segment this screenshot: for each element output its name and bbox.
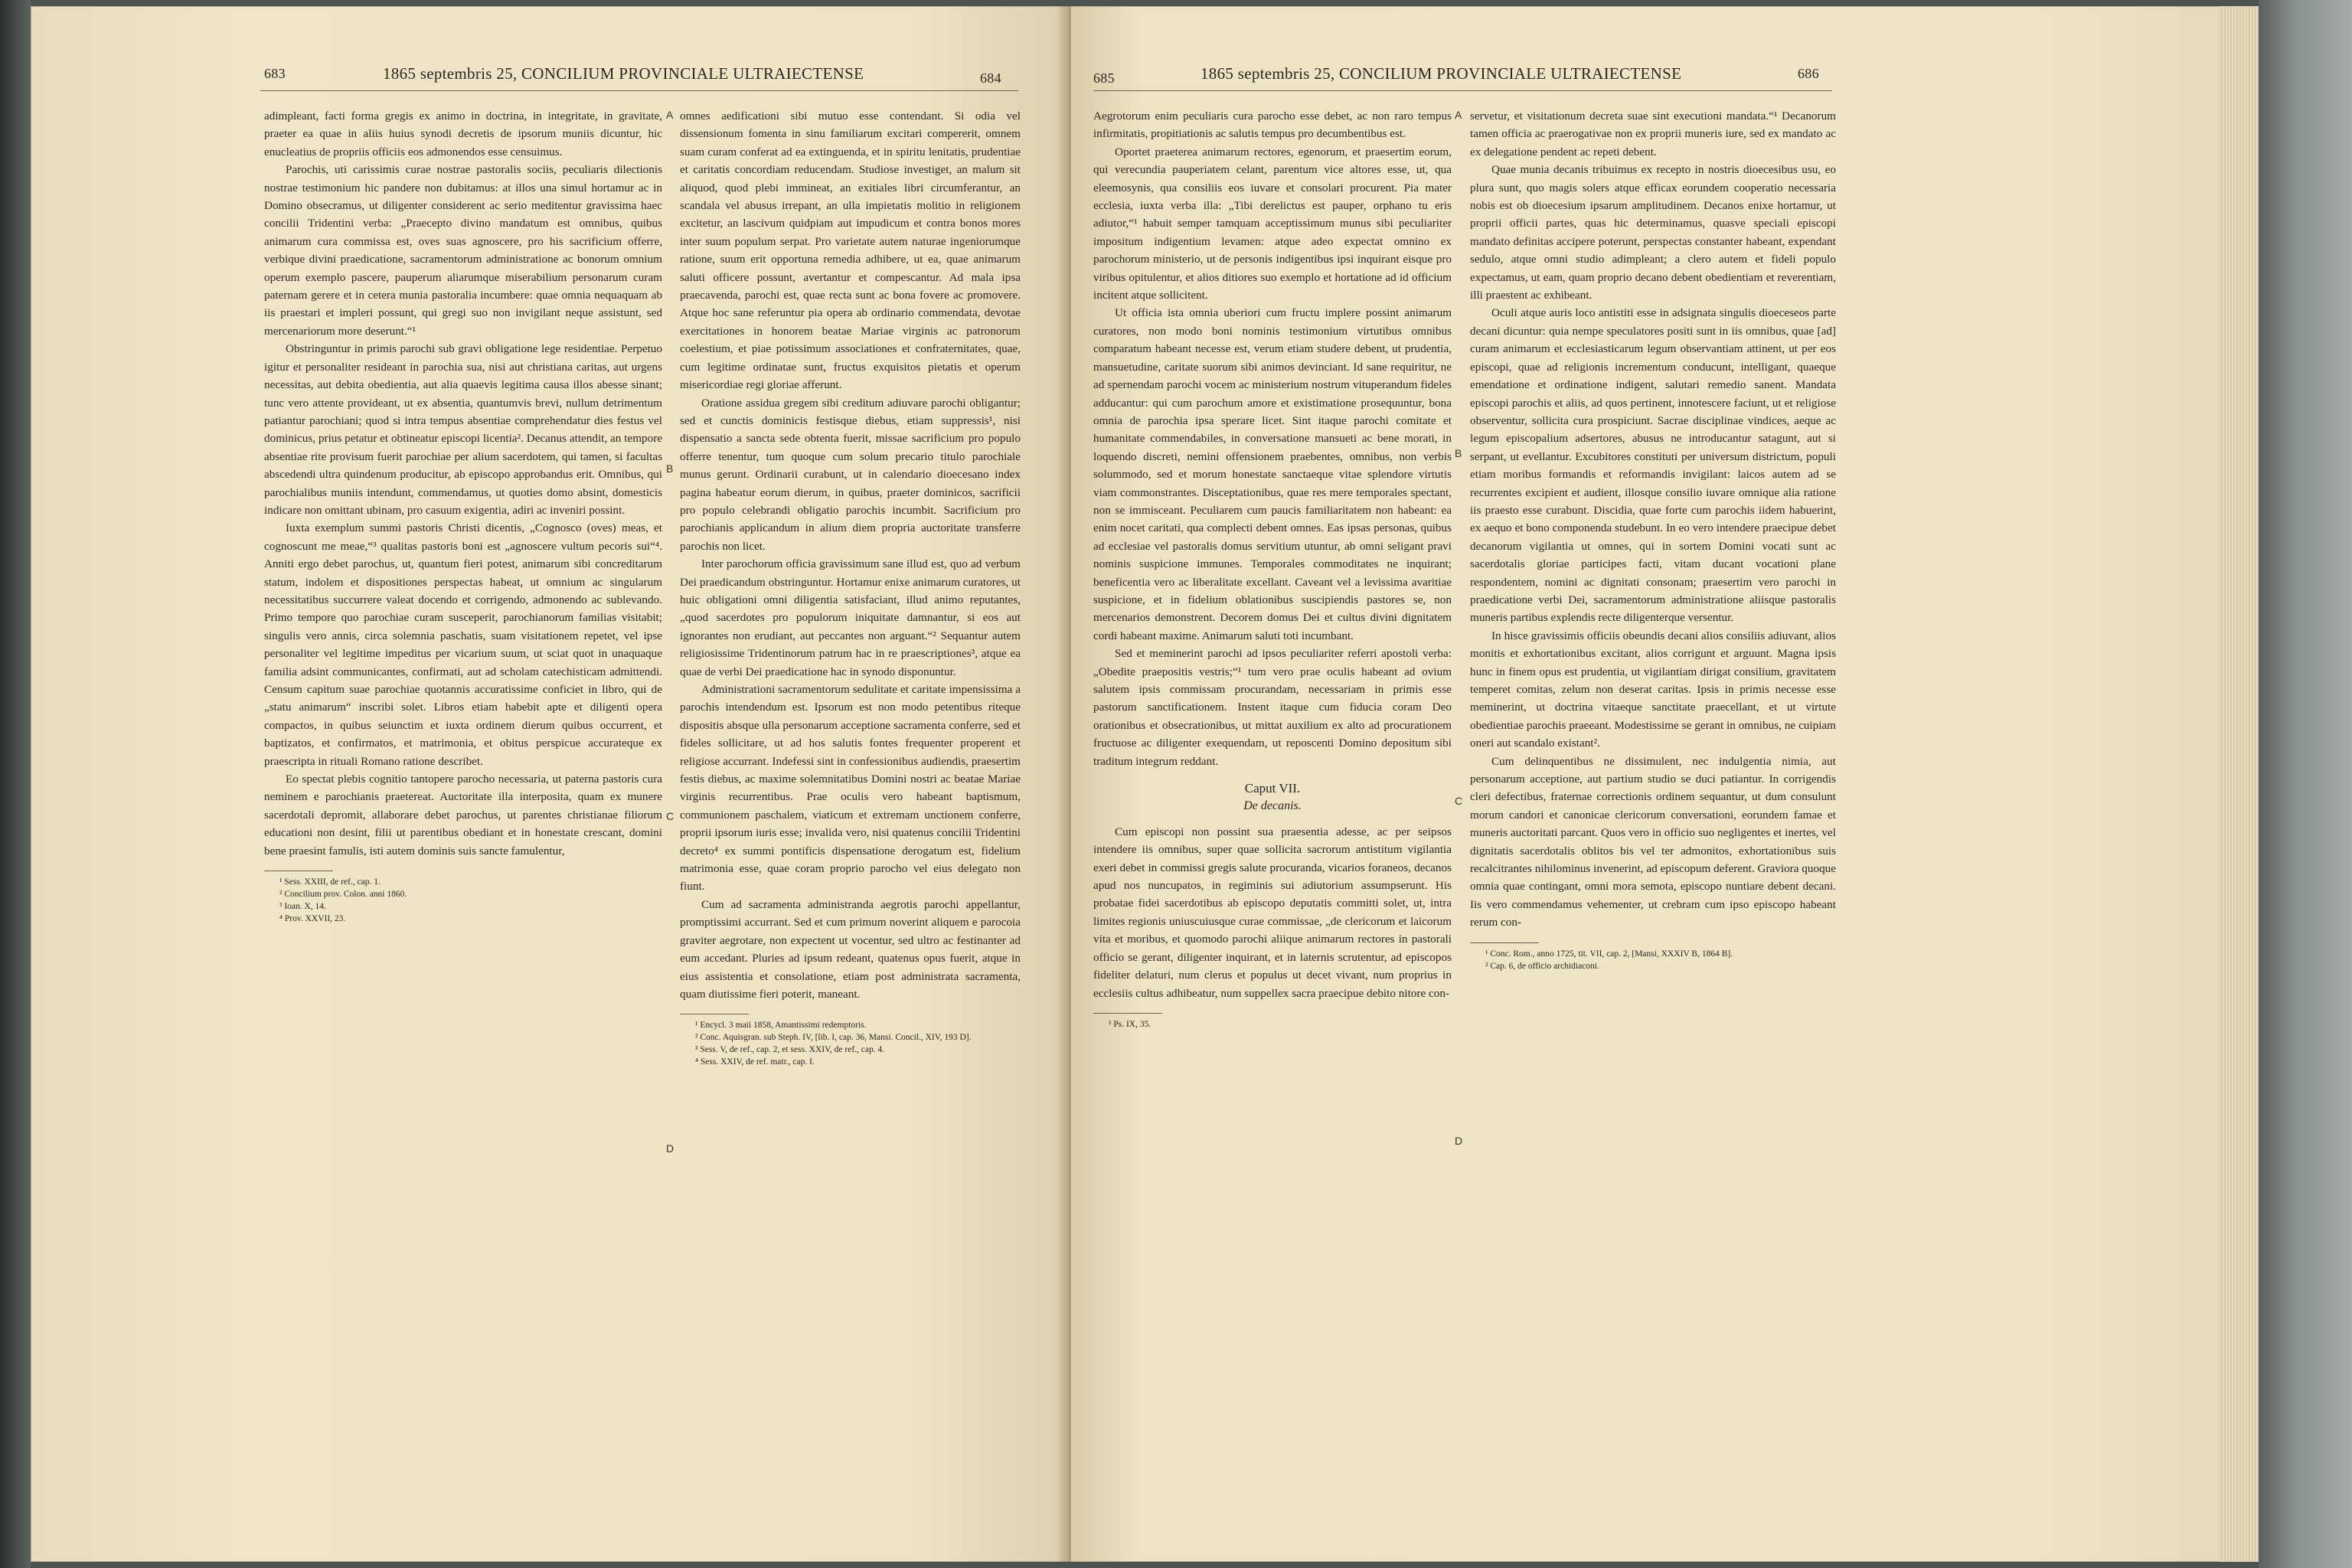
left-column-1 <box>264 107 662 925</box>
paragraph: Quae munia decanis tribuimus ex recepto in nostris dioecesibus usu, eo plura sunt, quo magis solers atque efficax eorundem cooperatio necessaria nobis est ob dioecesium ipsarum amplitudinem. Decanos enixe hortamur, ut proprii officii partes, quas hic determinamus, quasve speciali episcopi mandato definitas accipere poterunt, perspectas constanter habeant, expendant sedulo, atque omni studio adimpleant; a clero autem et fideli populo expectamus, ut eam, quam proprio decano debent obedientiam et reverentiam, illi praestent ac exhibeant. <box>1470 163 1836 302</box>
paragraph: Cum episcopi non possint sua praesentia adesse, ac per seipsos intendere iis omnibus, super quae sollicita sacrorum antistitum vigilantia exeri debet in commissi gregis salute procuranda, vicarios foraneos, decanos apud nos nuncupatos, in regiminis sui adiutorium assumpserunt. His probatae fidei sacerdotibus ab episcopo deputatis committi solet, ut, intra limites regionis uniuscuiusque curae commissae, „de clericorum et laicorum vita et moribus, et quomodo parochi aliique animarum rectores in pastorali officio se gerant, diligenter inquirant, et in laternis scrutentur, ad episcopos fideliter delaturi, num clerus et populus ut decet vivant, num proprius in ecclesiis cultus adhibeatur, num suppellex sacra praecipue debito nitore con- <box>1093 825 1452 1000</box>
footnote: ¹ Encycl. 3 maii 1858, Amantissimi redemptoris. <box>695 1021 867 1031</box>
right-running-title: 1865 septembris 25, CONCILIUM PROVINCIALE ULTRAIECTENSE <box>1200 64 1682 83</box>
footnote: ¹ Ps. IX, 35. <box>1109 1019 1152 1029</box>
paragraph: Administrationi sacramentorum sedulitate et caritate impensissima a parochis intendendum est. Ipsorum est non modo petentibus riteque dispositis absque ulla personarum acceptione sacramenta conferre, sed et fideles sollicitare, ut ad hos salutis fontes frequenter properent et religiose accurrant. Indefessi sint in confessionibus audiendis, praesertim festis diebus, ac maxime solemnitatibus Domini nostri ac beatae Mariae virginis recurrentibus. Prae oculis vero habeant baptismum, communionem paschalem, viaticum et extremam unctionem conferre, proprii ipsorum iuris esse; invalida vero, nisi quatenus concilii Tridentini decreto⁴ ex summi pontificis dispensatione derogatum est, fidelium matrimonia esse, quae coram proprio parocho vel eius delegato non fiunt. <box>680 683 1021 893</box>
paragraph: servetur, et visitationum decreta suae sint executioni mandata.“¹ Decanorum tamen officia ac praerogativae non ex proprii muneris iure, sed ex mandato ac ex delegatione pendent ac repeti debent. <box>1470 109 1836 158</box>
paragraph: Ut officia ista omnia uberiori cum fructu implere possint animarum curatores, non modo boni nominis testimonium virtutibus omnibus comparatum habeant necesse est, verum etiam studere debent, ut prudentia, mansuetudine, caritate suorum sibi animos devinciant. Id sane requiritur, ne ad spernendam parochi vocem ac ministerium nostrum vituperandum fideles adducantur: qui cum parochum amore et existimatione prosequuntur, bona omnia de parochia ipsa sperare licet. Sint itaque parochi comitate et humanitate commendabiles, in conversatione mansueti ac bene morati, in loquendo discreti, nemini offensionem praebentes, omnibus, non verbis solummodo, sed et morum honestate sanctaeque vitae splendore virtutis viam commonstrantes. Disceptationibus, quae res mere temporales spectant, non se immisceant. Peculiarem cum paucis familiaritatem non habeant: ea enim nocet caritati, qua complecti debent omnes. Eas ipsas personas, quibus ad ecclesiae vel pastoralis domus servitium utuntur, ab omni seligant pravi nominis suspicione immunes. Temporales commoditates ne inquirant; beneficentia vero ac liberalitate excellant. Caveant vel a levissima avaritiae suspicione, et in fidelium oblationibus suscipiendis pastores se, non mercenarios demonstrent. Decorem domus Dei et cultus divini dignitatem cordi habeant maxime. Animarum saluti toti incumbant. <box>1093 306 1452 642</box>
footnote-rule <box>1470 942 1539 943</box>
paragraph: Cum delinquentibus ne dissimulent, nec indulgentia nimia, aut personarum acceptione, aut partium studio se duci patiantur. In corrigendis cleri defectibus, fraternae correctionis ordinem sequantur, ut dum consulunt morum candori et canonicae clericorum conversationi, eorundem famae et muneris auctoritati parcant. Quos vero in officio suo negligentes et inertes, vel dignitatis sacerdotalis oblitos bis vel ter admonitos, exhortationibus suis recalcitrantes nihilominus invenerint, ad episcopum deferent. Graviora quoque omnia quae contingant, omni mora semota, episcopo nuntiare debent decani. Iis vero commendamus vehementer, ut crebram cum ipso episcopo habeant rerum con- <box>1470 754 1836 929</box>
paragraph: Parochis, uti carissimis curae nostrae pastoralis sociis, peculiaris dilectionis nostrae testimonium hic pandere non dubitamus: at illos una simul hortamur ac in Domino obsecramus, ut diligenter considerent ac serio meditentur gravissima haec concilii Tridentini verba: „Praecepto divino mandatum est omnibus, quibus animarum cura commissa est, oves suas agnoscere, pro his sacrificium offerre, verbique divini praedicatione, sacramentorum administratione ac bonorum omnium operum exemplo pascere, pauperum aliarumque miserabilium personarum curam paternam gerere et in cetera munia pastoralia incumbere: quae omnia nequaquam ab iis praestari et impleri possunt, qui gregi suo non invigilant neque assistunt, sed mercenariorum more deserunt.“¹ <box>264 163 662 338</box>
right-page-number-b: 686 <box>1798 66 1819 81</box>
chapter-heading: Caput VII. <box>1244 781 1301 796</box>
paragraph: Inter parochorum officia gravissimum sane illud est, quo ad verbum Dei praedicandum obstringuntur. Hortamur enixe animarum curatores, ut huic obligationi omni diligentia satisfaciant, illud animo reputantes, „quod sacerdotes pro populorum iniquitate damnantur, si eos aut ignorantes non erudiant, aut peccantes non arguant.“² Sequantur autem religiosissime Tridentinorum patrum hac in re praescriptiones³, atque ea quae de verbi Dei praedicatione hac in synodo disponuntur. <box>680 557 1021 678</box>
paragraph: Eo spectat plebis cognitio tantopere parocho necessaria, ut paterna pastoris cura neminem e parochianis praetereat. Auctoritate illa interposita, quam ex munere sacerdotali depromit, allaborare debet parochus, ut parentes christianae filiorum educationi non desint, filii ut parentibus obediant et in honestate crescant, domini bene praesint famulis, isti autem dominis suis sancte famulentur, <box>264 773 662 858</box>
paragraph: Oportet praeterea animarum rectores, egenorum, et praesertim eorum, qui verecundia pauperiatem celant, parentum vice altores esse, ut, qua eleemosynis, qua consiliis eos iuvare et consolari procurent. Pia mater ecclesia, iuxta verba illa: „Tibi derelictus est pauper, orphano tu eris adiutor,“¹ habuit semper tamquam acceptissimum munus sibi peculiariter impositum indigentium levamen: atque adeo expectat omnino ex parochorum ministerio, ut de personis indigentibus ipsi inquirant eisque pro viribus opitulentur, et alios ditiores suo exemplo et hortatione ad id officium incitent atque sollicitent. <box>1093 145 1452 302</box>
footnote: ² Conc. Aquisgran. sub Steph. IV, [lib. I, cap. 36, Mansi. Concil., XIV, 193 D]. <box>695 1033 972 1043</box>
margin-letter-d: D <box>1455 1135 1463 1147</box>
footnote: ¹ Sess. XXIII, de ref., cap. 1. <box>279 877 381 887</box>
right-column-2 <box>1470 107 1836 972</box>
margin-letter-b: B <box>1455 447 1462 459</box>
right-page-number-a: 685 <box>1093 70 1115 86</box>
right-header-rule <box>1093 90 1832 91</box>
margin-letter-d: D <box>666 1142 675 1155</box>
margin-letter-c: C <box>1455 795 1463 807</box>
right-page-header <box>1070 60 2259 90</box>
chapter-subheading: De decanis. <box>1243 799 1302 813</box>
paragraph: omnes aedificationi sibi mutuo esse contendant. Si odia vel dissensionum fomenta in sinu familiarum excitari compererit, omnem suam curam conferat ad ea extinguenda, et in spiritu lenitatis, prudentiae et caritatis concordiam reducendam. Studiose investiget, an malum sit aliquod, quod plebi immineat, an exitiales libri circumferantur, an scandala vel abusus irrepant, an ulla impietatis molitio in religionem excitetur, an lascivum quidpiam aut impudicum et contra bonos mores inter suum populum serpat. Pro varietate autem naturae ingeniorumque ratione, suum erit opportuna remedia adhibere, ut ea, quae animarum saluti officere possunt, avertantur et compescantur. Ad mala ipsa praecavenda, parochi est, quae recta sunt ac bona fovere ac promovere. Atque hoc sane referuntur pia opera ab ordinario commendata, devotae exercitationes in honorem beatae Mariae virginis ac patronorum coelestium, et piae potissimum associationes et confraternitates, quae, cum legitime ordinatae sunt, fructus exquisitos pietatis et operum misericordiae regi gloriae afferunt. <box>680 109 1021 392</box>
footnote-rule <box>1093 1013 1162 1014</box>
scan-edge-right <box>2259 0 2352 1568</box>
footnote: ¹ Conc. Rom., anno 1725, tit. VII, cap. 2, [Mansi, XXXIV B, 1864 B]. <box>1485 949 1733 959</box>
paragraph: Cum ad sacramenta administranda aegrotis parochi appellantur, promptissimi accurrant. Sed et cum primum noverint aliquem e parocoia graviter aegrotare, non expectent ut vocentur, sed ultro ac festinanter ad eum accedant. Pluries ad ipsum redeant, quatenus opus fuerit, atque in eius assistentia et consolatione, etiam post administrata sacramenta, quam diutissime fieri poterit, maneant. <box>680 897 1021 1001</box>
paragraph: Oratione assidua gregem sibi creditum adiuvare parochi obligantur; sed et cunctis dominicis festisque diebus, etiam suppressis¹, nisi dispensatio a sancta sede obtenta fuerit, missae sacrificium pro populo offerre tenentur, tum quoque cum solum precario titulo parochiale munus gerunt. Ordinarii curabunt, ut in calendario dioecesano index pagina habeatur eorum dierum, in quibus, praeter dominicos, sacrificii pro populo celebrandi obligatio parochis incumbit. Sacrificium pro parochianis applicandum in alium diem propria auctoritate transferre parochis non licet. <box>680 396 1021 553</box>
scan-edge-left <box>0 0 31 1568</box>
footnote: ² Cap. 6, de officio archidiaconi. <box>1485 961 1599 971</box>
left-page-number-b: 684 <box>980 70 1001 86</box>
left-page <box>31 6 1070 1562</box>
footnote: ³ Ioan. X, 14. <box>279 902 326 912</box>
footnote: ⁴ Sess. XXIV, de ref. matr., cap. I. <box>695 1057 815 1067</box>
paragraph: Aegrotorum enim peculiaris cura parocho esse debet, ac non raro tempus infirmitatis, propitiationis ac salutis tempus pro decumbentibus est. <box>1093 109 1452 141</box>
book-fore-edge <box>2219 6 2259 1562</box>
right-page <box>1070 6 2259 1562</box>
left-page-header <box>31 60 1070 90</box>
paragraph: Iuxta exemplum summi pastoris Christi dicentis, „Cognosco (oves) meas, et cognoscunt me meae,“³ qualitas pastoris boni est „agnoscere vultum pecoris sui“⁴. Anniti ergo debet parochus, ut, quantum fieri potest, animarum sibi concreditarum statum, indolem et dispositiones perspectas habeat, ut omnium ac singularum necessitatibus succurrere valeat docendo et corrigendo, admonendo ac sublevando. Primo tempore quo parochiae curam susceperit, parochianorum familias visitabit; singulis vero annis, circa solemnia paschatis, suam visitationem repetet, vel ipse personaliter vel legitime impeditus per vicarium suum, ut sciat quot in unaquaque familia adsint communicantes, confirmati, aut ad scholam catechisticam admittendi. Censum capitum suae parochiae quotannis accuratissime conficiet in libro, qui de „statu animarum“ inscribi solet. Libros etiam habebit apte et diligenti opera compactos, in quibus seiunctim et iuxta ordinem dierum quibus occurrent, et baptizatos, et confirmatos, et matrimonia, et obitus perspicue accurateque ex praescripta in rituali Romano ratione describet. <box>264 521 662 768</box>
paragraph: Sed et meminerint parochi ad ipsos peculiariter referri apostoli verba: „Obedite praepositis vestris;“¹ tum vero prae oculis habeant ad ovium salutem ipsis commissam procurandam, necessariam in primis esse pastorum sanctificationem. Instent itaque cum fiducia coram Deo orationibus et obsecrationibus, ut mittat auxilium ex alto ad procurationem fructuose ac diligenter exequendam, ut reposcenti Domino depositum sibi traditum integrum reddant. <box>1093 647 1452 768</box>
margin-letter-b: B <box>666 462 674 475</box>
left-page-number-a: 683 <box>264 66 286 81</box>
paragraph: In hisce gravissimis officiis obeundis decani alios consiliis adiuvant, alios monitis et exhortationibus excitant, alios corrigunt et arguunt. Magna ipsis hunc in finem opus est prudentia, ut vigilantiam dirigat consilium, gravitatem temperet comitas, zelum non deserat caritas. Ipsis in primis necesse esse meminerint, ut doctrina vitaeque sanctitate praecellant, et ut virtute obedientiae parochis praeeant. Modestissime se gerant in omnibus, ne cuipiam oneri aut scandalo existant². <box>1470 629 1836 750</box>
footnote: ³ Sess. V, de ref., cap. 2, et sess. XXIV, de ref., cap. 4. <box>695 1045 885 1055</box>
right-column-1 <box>1093 107 1452 1031</box>
footnote: ⁴ Prov. XXVII, 23. <box>279 914 346 924</box>
margin-letter-a: A <box>1455 109 1462 121</box>
margin-letter-a: A <box>666 109 674 121</box>
left-header-rule <box>260 90 1018 91</box>
margin-letter-c: C <box>666 810 675 822</box>
left-column-2 <box>680 107 1021 1068</box>
paragraph: Obstringuntur in primis parochi sub gravi obligatione lege residentiae. Perpetuo igitur et personaliter resideant in parochia sua, nisi aut christiana caritas, aut urgens necessitas, aut debita obedientia, aut alia quaevis legitima causa illos abesse sinant; tunc vero attente provideant, ut ex absentia, quantumvis brevi, nullum detrimentum patiantur parochiani; quod si intra tempus absentiae comprehendatur dies festus vel dominicus, prius petatur et obtineatur episcopi licentia². Decanus attendit, an tempore absentiae rite provisum fuerit parochiae per alium sacerdotem, qui tamen, si facultas abscedendi ultra quindenum producitur, ab episcopo approbandus erit. Omnibus, qui parochialibus muniis intendunt, commendamus, ut quoties domo absint, domesticis indicare non omittant ubinam, pro casuum exigentia, adiri ac inveniri possint. <box>264 342 662 517</box>
paragraph: adimpleant, facti forma gregis ex animo in doctrina, in integritate, in gravitate, praeter ea quae in aliis huius synodi decretis de ipsorum muniis dicuntur, hic enucleatius de propriis officiis eos admonendos esse censuimus. <box>264 109 662 158</box>
left-running-title: 1865 septembris 25, CONCILIUM PROVINCIALE ULTRAIECTENSE <box>383 64 864 83</box>
footnote: ² Concilium prov. Colon. anni 1860. <box>279 890 407 900</box>
paragraph: Oculi atque auris loco antistiti esse in adsignata singulis dioeceseos parte decani dicuntur: quia nempe speculatores positi sunt in iis omnibus, quae [ad] curam animarum et ecclesiasticarum legum observantiam attinent, ut per eos episcopi, quae ad religionis incrementum conducunt, intelligant, quaeque emendatione et ordinatione indigent, salutari remedio sanent. Mandata episcopi parochis et aliis, ad quos pertinent, innotescere faciunt, ut et religiose observentur, sollicita cura prospiciunt. Sacrae disciplinae vindices, aeque ac legum episcopalium adsertores, abusus ne introducantur satagunt, aut si serpant, ut evellantur. Excubitores constituti per universum districtum, populi etiam moribus formandis et reformandis invigilant: laicos autem ad se recurrentes excipient et audient, illosque consilio iuvare omnique alia ratione iis praesto esse curabunt. Discidia, quae forte cum parochis iidem habuerint, ex aequo et bono componenda studebunt. In eo vero intendere praecipue debet decanorum vigilantia ut omnes, qui in sortem Domini vocati sunt ac sacerdotalis gloriae participes facti, vitam ducant vocationi plane respondentem, nomini ac dignitati consonam; praesertim vero parochi in praedicatione verbi Dei, sacramentorum administratione aliisque pastoralis muneris partibus explendis recte diligenterque versentur. <box>1470 306 1836 625</box>
